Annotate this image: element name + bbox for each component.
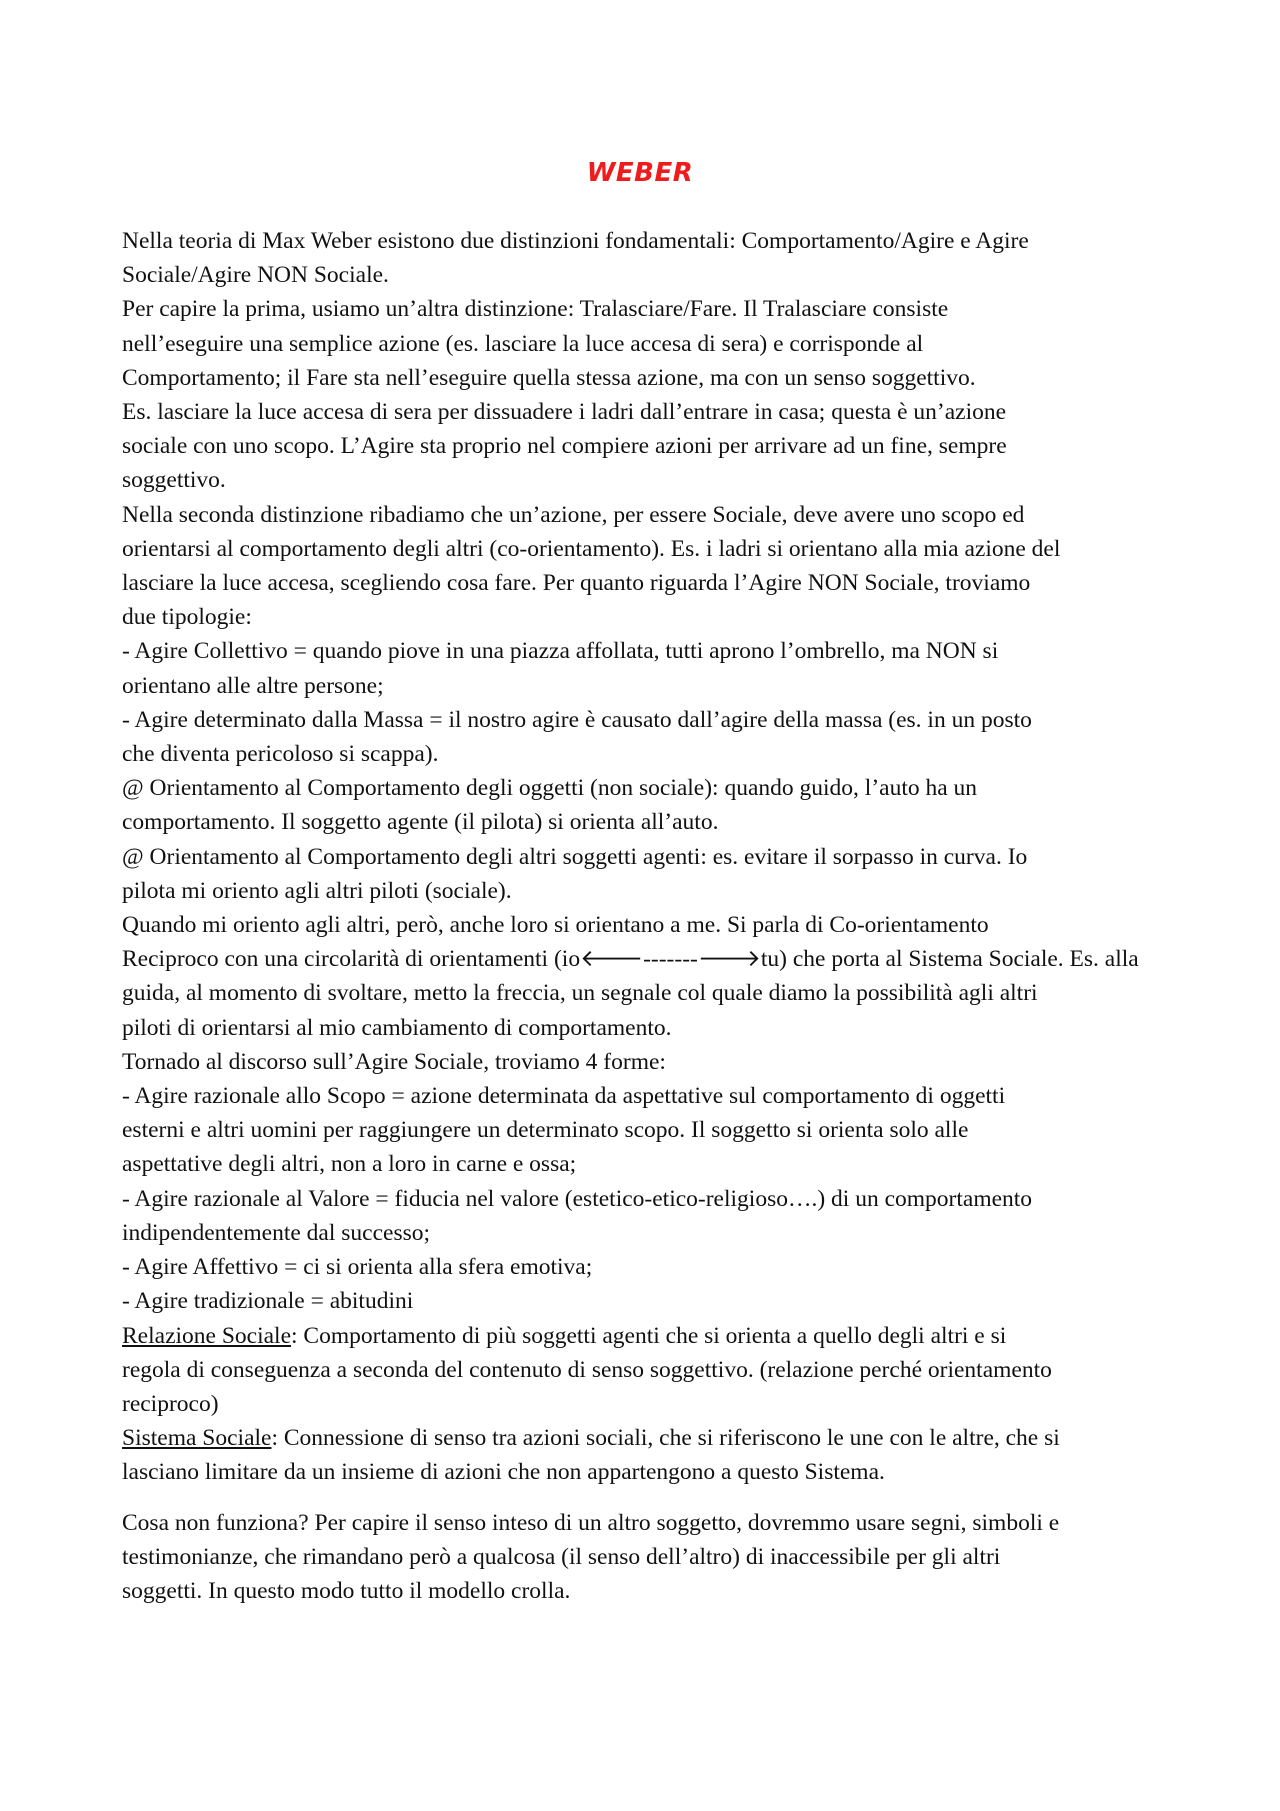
text-line: lasciano limitare da un insieme di azioni che non appartengono a questo Sistema. [122,1459,885,1486]
relazione-sociale-line [122,1319,1162,1353]
text-line: nell’eseguire una semplice azione (es. lasciare la luce accesa di sera) e corrisponde al [122,330,924,357]
text-line: Nella seconda distinzione ribadiamo che un’azione, per essere Sociale, deve avere uno scopo ed [122,501,1025,528]
text-line: orientarsi al comportamento degli altri (co-orientamento). Es. i ladri si orientano alla mia azione del [122,535,1061,562]
text-line: - Agire razionale allo Scopo = azione determinata da aspettative sul comportamento di oggetti [122,1083,1006,1110]
text-line: Comportamento; il Fare sta nell’eseguire quella stessa azione, ma con un senso soggettivo. [122,364,976,391]
sistema-sociale-line [122,1421,1162,1455]
text-line: @ Orientamento al Comportamento degli oggetti (non sociale): quando guido, l’auto ha un [122,775,978,802]
text-line: Tornado al discorso sull’Agire Sociale, troviamo 4 forme: [122,1048,666,1075]
text-line: testimonianze, che rimandano però a qualcosa (il senso dell’altro) di inaccessibile per gli altri [122,1543,1001,1570]
text-line: - Agire razionale al Valore = fiducia nel valore (estetico-etico-religioso….) di un comportamento [122,1185,1033,1212]
text-line: Es. lasciare la luce accesa di sera per dissuadere i ladri dall’entrare in casa; questa è un’azione [122,399,1007,426]
text-line: - Agire Collettivo = quando piove in una piazza affollata, tutti aprono l’ombrello, ma NON si [122,638,999,665]
sistema-sociale-definition: : Connessione di senso tra azioni sociali, che si riferiscono le une con le altre, che si [271,1425,1060,1452]
text-line: aspettative degli altri, non a loro in carne e ossa; [122,1151,577,1178]
text-line: guida, al momento di svoltare, metto la freccia, un segnale col quale diamo la possibilità agli altri [122,980,1038,1007]
text-line: indipendentemente dal successo; [122,1219,431,1246]
text-line: pilota mi oriento agli altri piloti (sociale). [122,877,512,904]
text-line: @ Orientamento al Comportamento degli altri soggetti agenti: es. evitare il sorpasso in curva. Io [122,843,1028,870]
text-line: - Agire Affettivo = ci si orienta alla sfera emotiva; [122,1254,593,1281]
text-line: - Agire tradizionale = abitudini [122,1288,414,1315]
sistema-sociale-term: Sistema Sociale [122,1425,272,1452]
text-line: - Agire determinato dalla Massa = il nostro agire è causato dall’agire della massa (es. in un posto [122,706,1032,733]
main-paragraphs [122,224,1162,1319]
text-line: reciproco) [122,1390,219,1417]
text-line: orientano alle altre persone; [122,672,384,699]
text-line: regola di conseguenza a seconda del contenuto di senso soggettivo. (relazione perché orientamento [122,1356,1052,1383]
relazione-sociale-definition: : Comportamento di più soggetti agenti che si orienta a quello degli altri e si [291,1322,1007,1349]
text-line: piloti di orientarsi al mio cambiamento di comportamento. [122,1014,672,1041]
text-line: Cosa non funziona? Per capire il senso inteso di un altro soggetto, dovremmo usare segni, simboli e [122,1509,1060,1536]
page-title: WEBER [586,158,694,188]
text-line: Reciproco con una circolarità di orientamenti (io🡐-------🡒tu) che porta al Sistema Sociale. Es. alla [122,946,1139,973]
text-line: Per capire la prima, usiamo un’altra distinzione: Tralasciare/Fare. Il Tralasciare consiste [122,296,949,323]
text-line: che diventa pericoloso si scappa). [122,741,439,768]
text-line: Sociale/Agire NON Sociale. [122,262,389,289]
paragraph-gap [122,1490,1162,1506]
text-line: sociale con uno scopo. L’Agire sta proprio nel compiere azioni per arrivare ad un fine, sempre [122,433,1007,460]
document-body [122,224,1162,1608]
text-line: Quando mi oriento agli altri, però, anche loro si orientano a me. Si parla di Co-orientamento [122,912,989,939]
relazione-sociale-term: Relazione Sociale [122,1322,291,1349]
text-line: lasciare la luce accesa, scegliendo cosa fare. Per quanto riguarda l’Agire NON Sociale, troviamo [122,570,1031,597]
text-line: soggetti. In questo modo tutto il modello crolla. [122,1577,571,1604]
text-line: Nella teoria di Max Weber esistono due distinzioni fondamentali: Comportamento/Agire e Agire [122,228,1029,254]
text-line: esterni e altri uomini per raggiungere un determinato scopo. Il soggetto si orienta solo alle [122,1117,969,1144]
text-line: due tipologie: [122,604,252,631]
text-line: soggettivo. [122,467,226,494]
text-line: comportamento. Il soggetto agente (il pilota) si orienta all’auto. [122,809,719,836]
